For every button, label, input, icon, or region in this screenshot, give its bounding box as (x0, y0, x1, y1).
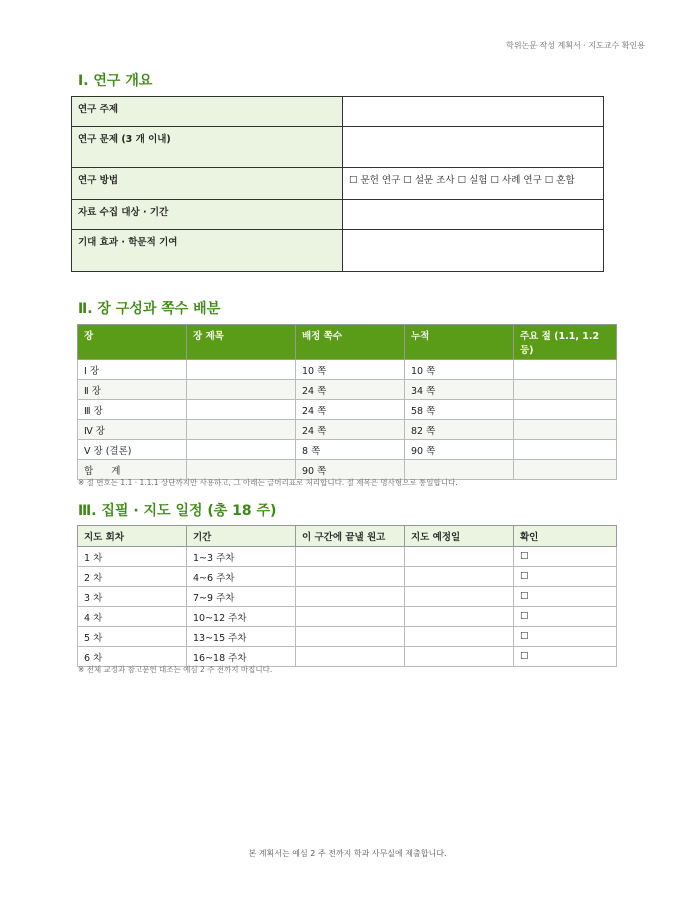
period-cell: 7~9 주차 (187, 587, 296, 607)
cumulative-cell: 10 쪽 (405, 360, 514, 380)
date-field[interactable] (405, 547, 514, 567)
date-field[interactable] (405, 607, 514, 627)
overview-value-field[interactable] (343, 200, 604, 230)
round-cell: 6 차 (78, 647, 187, 667)
sections-field[interactable] (514, 440, 617, 460)
overview-row-effect (72, 230, 604, 272)
chapter-cell: Ⅰ 장 (78, 360, 187, 380)
schedule-note: ※ 전체 교정과 참고문헌 대조는 예심 2 주 전까지 마칩니다. (78, 665, 273, 674)
total-sections-cell (514, 460, 617, 480)
col-header: 지도 회차 (78, 526, 187, 547)
chapter-cell: Ⅱ 장 (78, 380, 187, 400)
sections-field[interactable] (514, 360, 617, 380)
section2-title: Ⅱ. 장 구성과 쪽수 배분 (78, 301, 221, 317)
period-cell: 4~6 주차 (187, 567, 296, 587)
overview-row-method (72, 168, 604, 200)
col-header: 주요 절 (1.1, 1.2 등) (514, 325, 617, 360)
check-checkbox[interactable]: ☐ (514, 647, 617, 667)
check-checkbox[interactable]: ☐ (514, 607, 617, 627)
draft-field[interactable] (296, 547, 405, 567)
overview-row-data (72, 200, 604, 230)
overview-value-field[interactable] (343, 230, 604, 272)
table-row (78, 547, 617, 567)
overview-table (71, 96, 604, 272)
period-cell: 10~12 주차 (187, 607, 296, 627)
chapter-cell: Ⅴ 장 (결론) (78, 440, 187, 460)
header-note: 학위논문 작성 계획서 · 지도교수 확인용 (506, 41, 645, 50)
col-header: 지도 예정일 (405, 526, 514, 547)
chapter-title-field[interactable] (187, 400, 296, 420)
check-checkbox[interactable]: ☐ (514, 627, 617, 647)
footer-note: 본 계획서는 예심 2 주 전까지 학과 사무실에 제출합니다. (248, 849, 447, 858)
overview-label: 연구 주제 (72, 97, 343, 127)
pages-cell: 8 쪽 (296, 440, 405, 460)
col-header: 장 제목 (187, 325, 296, 360)
date-field[interactable] (405, 627, 514, 647)
date-field[interactable] (405, 587, 514, 607)
draft-field[interactable] (296, 567, 405, 587)
chapter-title-field[interactable] (187, 380, 296, 400)
cumulative-cell: 90 쪽 (405, 440, 514, 460)
col-header: 기간 (187, 526, 296, 547)
draft-field[interactable] (296, 587, 405, 607)
chapter-note: ※ 절 번호는 1.1 · 1.1.1 상단까지만 사용하고, 그 아래는 글머리표로 처리합니다. 절 제목은 명사형으로 통일합니다. (78, 478, 458, 487)
total-pages-cell: 90 쪽 (296, 460, 405, 480)
chapter-title-field[interactable] (187, 360, 296, 380)
chapter-title-field[interactable] (187, 420, 296, 440)
cumulative-cell: 34 쪽 (405, 380, 514, 400)
overview-value-field[interactable] (343, 127, 604, 168)
draft-field[interactable] (296, 627, 405, 647)
check-checkbox[interactable]: ☐ (514, 547, 617, 567)
pages-cell: 24 쪽 (296, 420, 405, 440)
chapter-title-field[interactable] (187, 440, 296, 460)
chapter-table (77, 324, 617, 480)
sections-field[interactable] (514, 400, 617, 420)
pages-cell: 10 쪽 (296, 360, 405, 380)
table-row (78, 420, 617, 440)
table-header-row (78, 325, 617, 360)
date-field[interactable] (405, 647, 514, 667)
table-row (78, 380, 617, 400)
pages-cell: 24 쪽 (296, 380, 405, 400)
sections-field[interactable] (514, 420, 617, 440)
table-row (78, 607, 617, 627)
check-checkbox[interactable]: ☐ (514, 567, 617, 587)
col-header: 이 구간에 끝낼 원고 (296, 526, 405, 547)
round-cell: 5 차 (78, 627, 187, 647)
section3-title: Ⅲ. 집필 · 지도 일정 (총 18 주) (78, 503, 277, 519)
table-row (78, 400, 617, 420)
overview-row-topic (72, 97, 604, 127)
col-header: 확인 (514, 526, 617, 547)
round-cell: 3 차 (78, 587, 187, 607)
section1-title: Ⅰ. 연구 개요 (78, 73, 153, 89)
pages-cell: 24 쪽 (296, 400, 405, 420)
date-field[interactable] (405, 567, 514, 587)
table-row (78, 440, 617, 460)
period-cell: 1~3 주차 (187, 547, 296, 567)
sections-field[interactable] (514, 380, 617, 400)
table-row (78, 567, 617, 587)
table-header-row (78, 526, 617, 547)
col-header: 배정 쪽수 (296, 325, 405, 360)
chapter-cell: Ⅳ 장 (78, 420, 187, 440)
schedule-table (77, 525, 617, 667)
period-cell: 13~15 주차 (187, 627, 296, 647)
total-label: 합 계 (78, 460, 187, 480)
draft-field[interactable] (296, 607, 405, 627)
overview-label: 자료 수집 대상 · 기간 (72, 200, 343, 230)
table-row (78, 360, 617, 380)
col-header: 장 (78, 325, 187, 360)
overview-value-field[interactable] (343, 97, 604, 127)
overview-label: 기대 효과 · 학문적 기여 (72, 230, 343, 272)
round-cell: 4 차 (78, 607, 187, 627)
check-checkbox[interactable]: ☐ (514, 587, 617, 607)
period-cell: 16~18 주차 (187, 647, 296, 667)
overview-row-questions (72, 127, 604, 168)
col-header: 누적 (405, 325, 514, 360)
table-row (78, 587, 617, 607)
cumulative-cell: 82 쪽 (405, 420, 514, 440)
chapter-cell: Ⅲ 장 (78, 400, 187, 420)
overview-label: 연구 방법 (72, 168, 343, 200)
method-options[interactable]: ☐ 문헌 연구 ☐ 설문 조사 ☐ 실험 ☐ 사례 연구 ☐ 혼합 (343, 168, 604, 200)
table-row (78, 627, 617, 647)
round-cell: 1 차 (78, 547, 187, 567)
cumulative-cell: 58 쪽 (405, 400, 514, 420)
overview-label: 연구 문제 (3 개 이내) (72, 127, 343, 168)
round-cell: 2 차 (78, 567, 187, 587)
draft-field[interactable] (296, 647, 405, 667)
